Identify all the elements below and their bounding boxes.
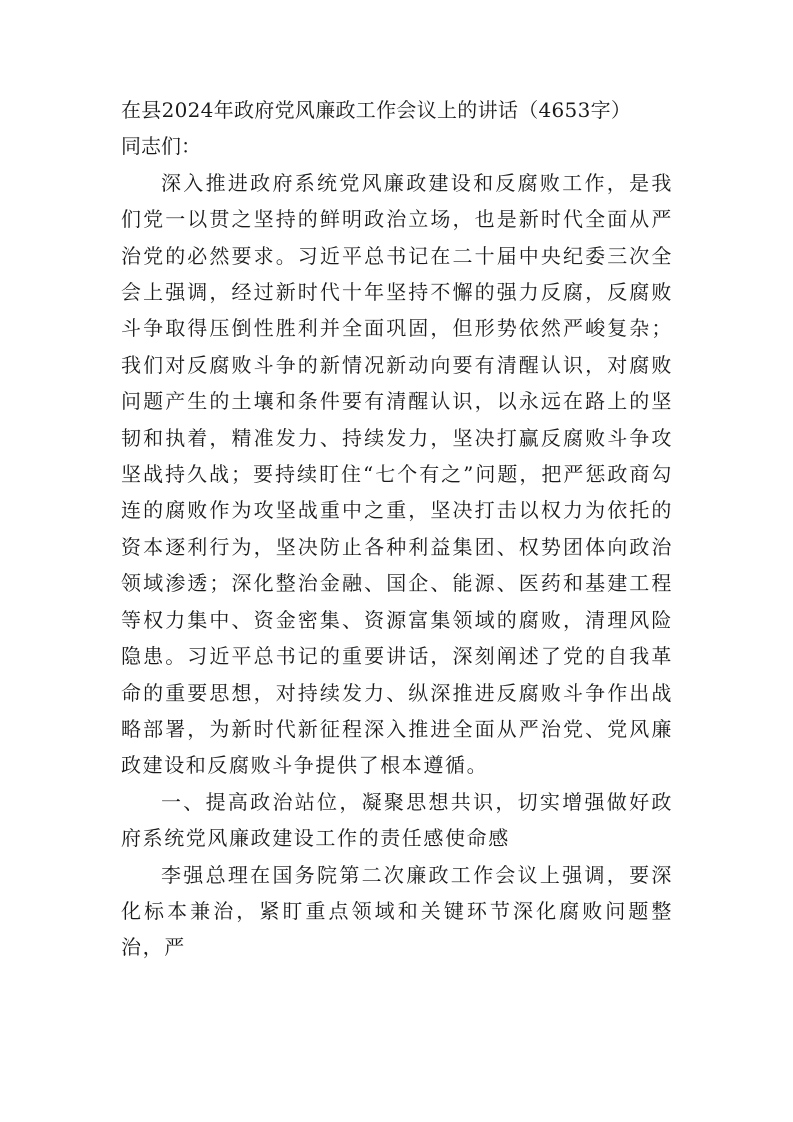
document-title: 在县2024年政府党风廉政工作会议上的讲话（4653字） [121,98,632,122]
section-heading-1: 一、提高政治站位，凝聚思想共识，切实增强做好政府系统党风廉政建设工作的责任感使命感 [121,789,673,851]
document-body [121,92,673,966]
paragraph-opening: 深入推进政府系统党风廉政建设和反腐败工作，是我们党一以贯之坚持的鲜明政治立场，也是新时代全面从严治党的必然要求。习近平总书记在二十届中央纪委三次全会上强调，经过新时代十年坚持不懈的强力反腐，反腐败斗争取得压倒性胜利并全面巩固，但形势依然严峻复杂；我们对反腐败斗争的新情况新动向要有清醒认识，对腐败问题产生的土壤和条件要有清醒认识，以永远在路上的坚韧和执着，精准发力、持续发力，坚决打赢反腐败斗争攻坚战持久战；要持续盯住“七个有之”问题，把严惩政商勾连的腐败作为攻坚战重中之重，坚决打击以权力为依托的资本逐利行为，坚决防止各种利益集团、权势团体向政治领域渗透；深化整治金融、国企、能源、医药和基建工程等权力集中、资金密集、资源富集领域的腐败，清理风险隐患。习近平总书记的重要讲话，深刻阐述了党的自我革命的重要思想，对持续发力、纵深推进反腐败斗争作出战略部署，为新时代新征程深入推进全面从严治党、党风廉政建设和反腐败斗争提供了根本遵循。 [121,170,673,778]
salutation: 同志们： [121,134,201,159]
paragraph-section-1: 李强总理在国务院第二次廉政工作会议上强调，要深化标本兼治，紧盯重点领域和关键环节深化腐败问题整治，严 [121,862,673,960]
